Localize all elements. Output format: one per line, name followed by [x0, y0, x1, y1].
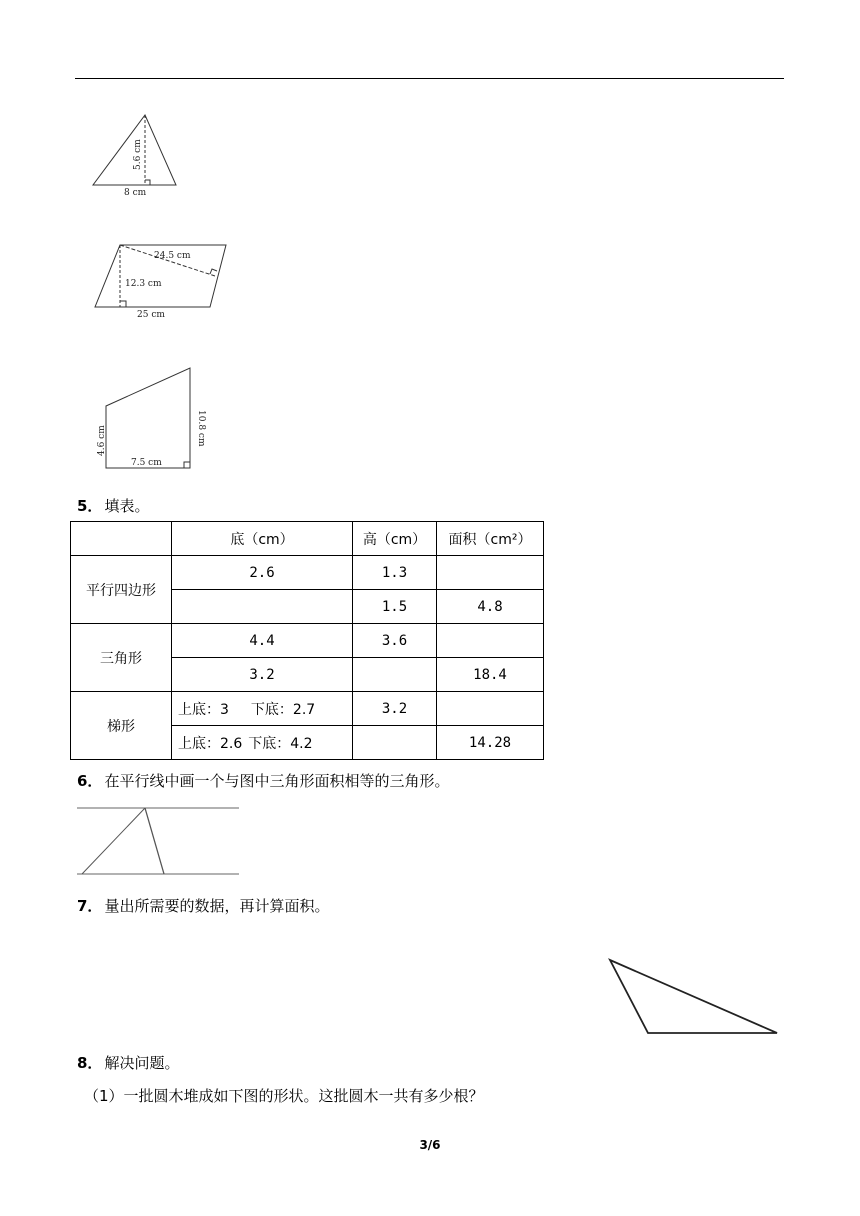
triangle-base-label: 8 cm — [124, 188, 147, 198]
cell-bases — [172, 692, 353, 726]
measure-triangle-figure — [605, 955, 785, 1040]
question-7-text: 量出所需要的数据，再计算面积。 — [104, 897, 330, 915]
parallelogram-figure — [92, 240, 232, 322]
table-row — [71, 624, 544, 658]
triangle-height-label: 5.6 cm — [133, 139, 143, 170]
trapezoid-bottom-label: 7.5 cm — [131, 458, 162, 468]
cell-height: 1.5 — [353, 590, 437, 624]
cell-base: 2.6 — [172, 556, 353, 590]
shape-parallelogram: 平行四边形 — [71, 556, 172, 624]
cell-area — [437, 624, 544, 658]
question-7-heading — [77, 896, 329, 916]
question-5-text: 填表。 — [104, 497, 150, 515]
cell-height: 3.6 — [353, 624, 437, 658]
header-rule — [75, 78, 784, 79]
question-6-text: 在平行线中画一个与图中三角形面积相等的三角形。 — [104, 772, 450, 790]
trapezoid-figure — [95, 366, 210, 472]
table-header-row — [71, 522, 544, 556]
cell-height: 1.3 — [353, 556, 437, 590]
cell-bases — [172, 726, 353, 760]
cell-area: 4.8 — [437, 590, 544, 624]
question-5-heading — [77, 496, 149, 516]
table-header-blank — [71, 522, 172, 556]
cell-area: 14.28 — [437, 726, 544, 760]
parallelogram-base-label: 25 cm — [137, 310, 165, 320]
cell-height: 3.2 — [353, 692, 437, 726]
question-8-text: 解决问题。 — [104, 1054, 180, 1072]
cell-area — [437, 556, 544, 590]
triangle-figure — [88, 110, 188, 200]
top-base-label: 上底：3 — [178, 701, 229, 718]
question-6-heading — [77, 771, 449, 791]
cell-area — [437, 692, 544, 726]
cell-height — [353, 658, 437, 692]
table-row — [71, 556, 544, 590]
bottom-base-label: 下底：4.2 — [248, 735, 313, 752]
parallelogram-side-label: 24.5 cm — [154, 251, 191, 261]
parallelogram-height-label: 12.3 cm — [125, 279, 162, 289]
top-base-label: 上底：2.6 — [178, 735, 243, 752]
parallel-lines-figure — [77, 806, 242, 878]
trapezoid-right-label: 10.8 cm — [196, 410, 206, 447]
question-8-sub-1: （1）一批圆木堆成如下图的形状。这批圆木一共有多少根？ — [84, 1087, 484, 1105]
cell-base: 3.2 — [172, 658, 353, 692]
question-8-heading — [77, 1053, 179, 1073]
table-header-area: 面积（cm²） — [437, 522, 544, 556]
trapezoid-left-label: 4.6 cm — [97, 425, 107, 456]
shape-trapezoid: 梯形 — [71, 692, 172, 760]
question-8-number: 8． — [77, 1054, 103, 1072]
question-5-number: 5． — [77, 497, 103, 515]
shape-triangle: 三角形 — [71, 624, 172, 692]
page-number: 3/6 — [419, 1138, 441, 1152]
cell-base: 4.4 — [172, 624, 353, 658]
fill-table — [70, 521, 544, 760]
cell-area: 18.4 — [437, 658, 544, 692]
question-6-number: 6． — [77, 772, 103, 790]
cell-base — [172, 590, 353, 624]
table-header-height: 高（cm） — [353, 522, 437, 556]
cell-height — [353, 726, 437, 760]
question-7-number: 7． — [77, 897, 103, 915]
bottom-base-label: 下底：2.7 — [250, 701, 316, 718]
table-header-base: 底（cm） — [172, 522, 353, 556]
table-row — [71, 692, 544, 726]
